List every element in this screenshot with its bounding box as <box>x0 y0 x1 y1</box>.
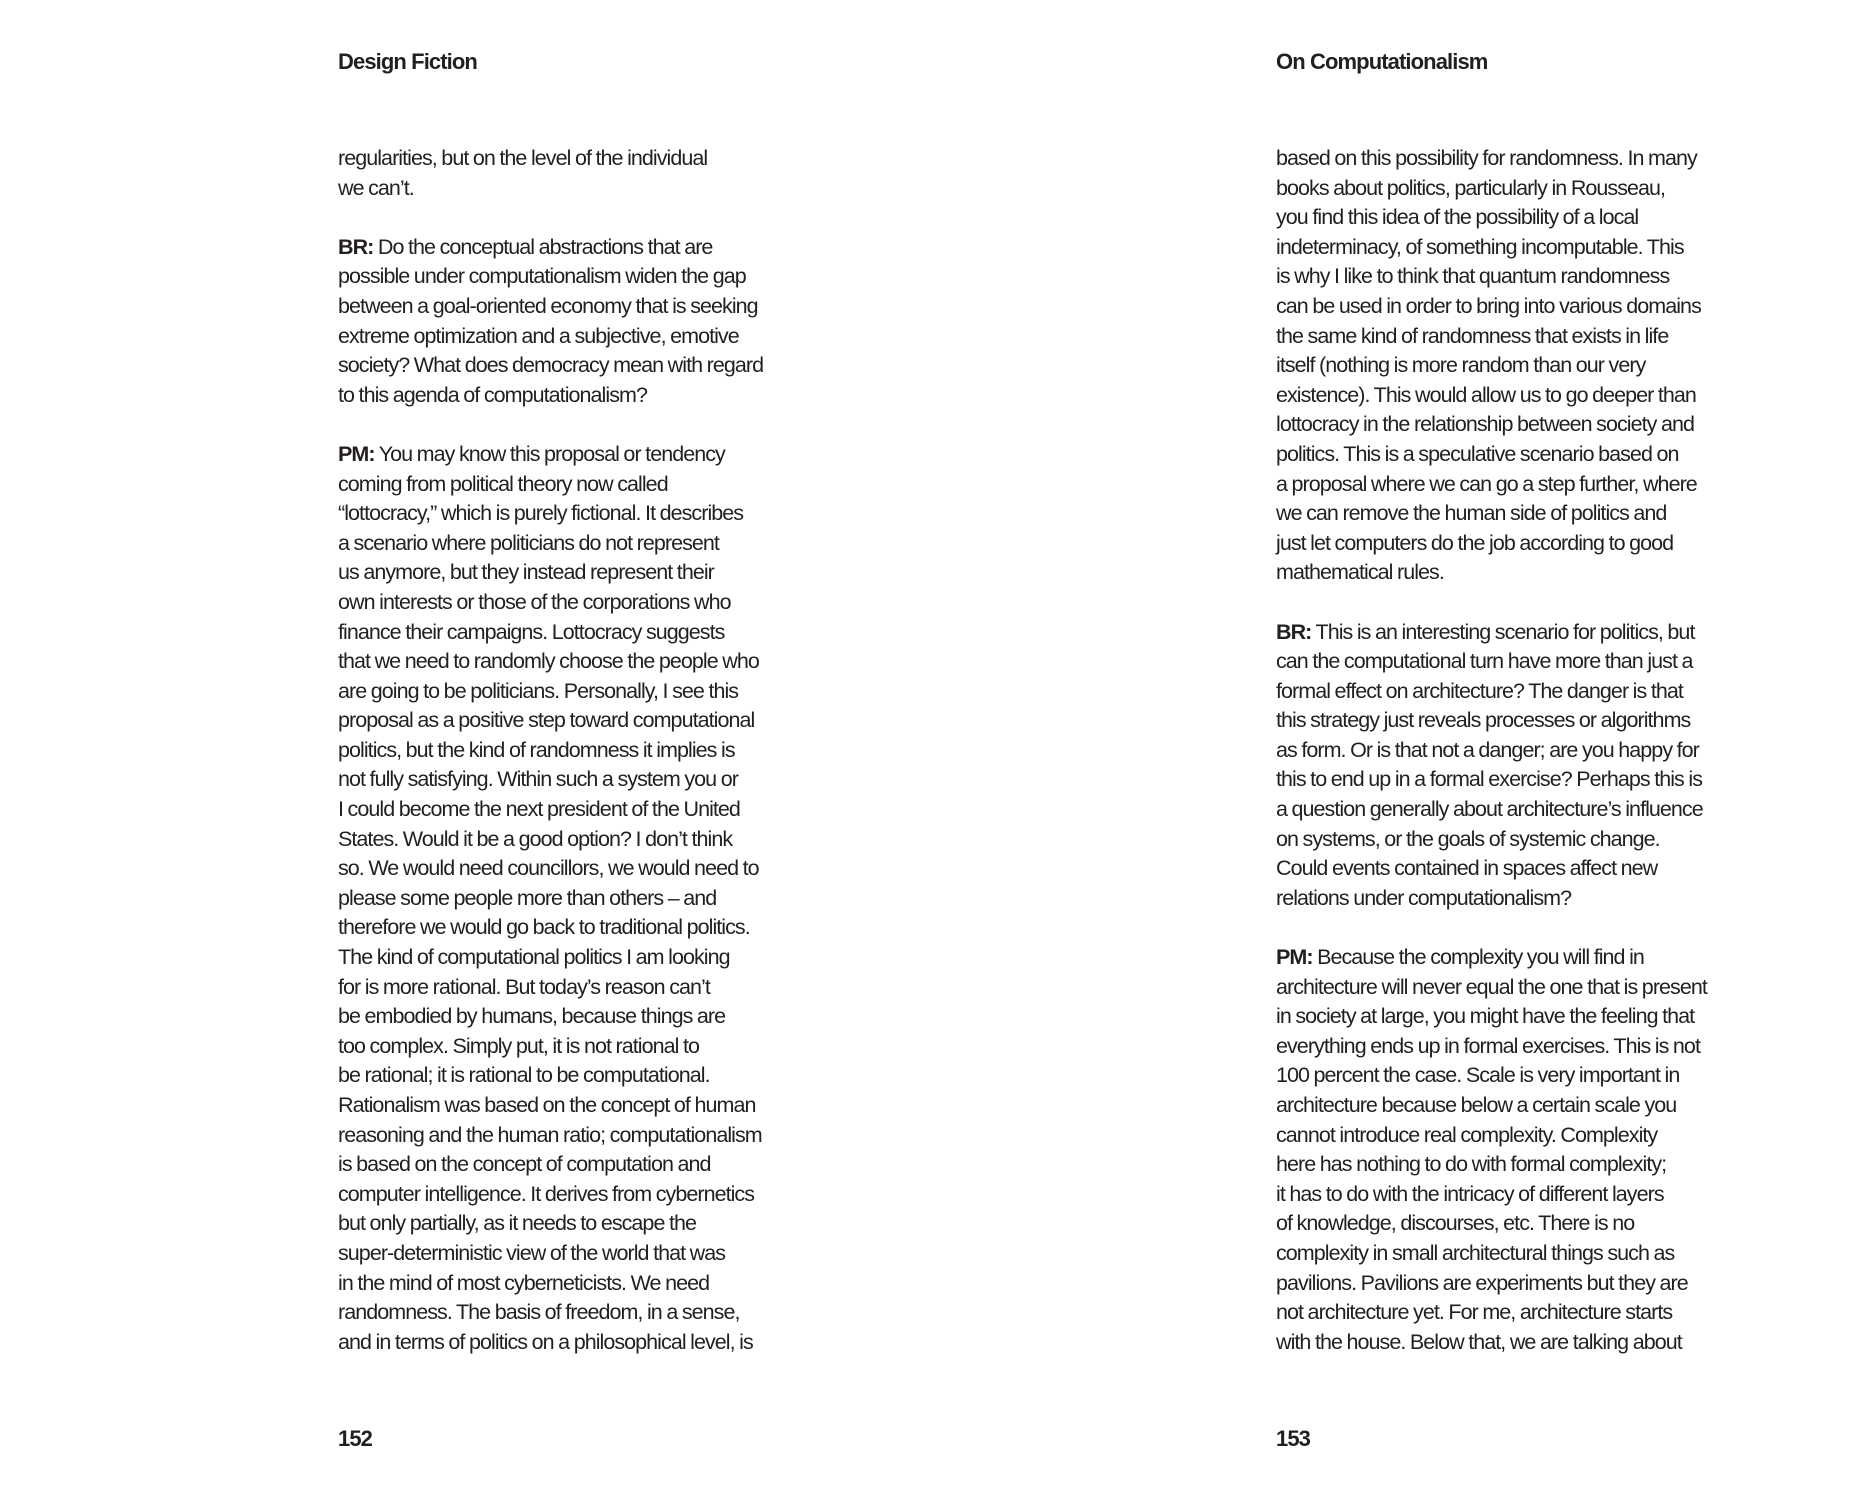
text-line <box>1276 825 1836 855</box>
text-line <box>1276 529 1836 559</box>
text-line <box>1276 1121 1836 1151</box>
text-line <box>1276 1180 1836 1210</box>
line-text: I could become the next president of the United <box>338 797 740 822</box>
line-text: reasoning and the human ratio; computationalism <box>338 1122 762 1147</box>
line-text: just let computers do the job according to good <box>1276 530 1674 555</box>
line-text: proposal as a positive step toward computational <box>338 708 755 733</box>
line-text: randomness. The basis of freedom, in a sense, <box>338 1300 740 1325</box>
speaker-label: BR: <box>338 234 374 259</box>
line-text: a proposal where we can go a step further, where <box>1276 471 1697 496</box>
text-line <box>1276 558 1836 588</box>
line-text: that we need to randomly choose the people who <box>338 649 759 674</box>
line-text: to this agenda of computationalism? <box>338 382 647 407</box>
line-text: be embodied by humans, because things are <box>338 1004 726 1029</box>
line-text: books about politics, particularly in Rousseau, <box>1276 175 1666 200</box>
text-line <box>338 440 858 470</box>
text-line <box>338 1328 858 1358</box>
line-text: politics, but the kind of randomness it implies is <box>338 737 735 762</box>
text-line <box>338 913 858 943</box>
text-line <box>1276 1032 1836 1062</box>
text-line <box>338 381 858 411</box>
text-line <box>338 1209 858 1239</box>
line-text: existence). This would allow us to go deeper than <box>1276 382 1696 407</box>
text-line <box>338 1150 858 1180</box>
text-line <box>1276 795 1836 825</box>
text-line <box>338 647 858 677</box>
text-line <box>338 529 858 559</box>
line-text: can the computational turn have more than just a <box>1276 649 1693 674</box>
running-head: Design Fiction <box>338 49 477 74</box>
text-line <box>338 736 858 766</box>
paragraph-gap <box>338 203 858 233</box>
line-text: not fully satisfying. Within such a system you or <box>338 767 738 792</box>
text-line <box>1276 1328 1836 1358</box>
line-text: States. Would it be a good option? I don’t think <box>338 826 733 851</box>
speaker-label: PM: <box>338 441 375 466</box>
text-line <box>338 973 858 1003</box>
line-text: of knowledge, discourses, etc. There is no <box>1276 1211 1635 1236</box>
line-text: architecture will never equal the one that is present <box>1276 974 1707 999</box>
body-text <box>338 144 858 1357</box>
line-text: regularities, but on the level of the individual <box>338 146 708 170</box>
text-line <box>1276 203 1836 233</box>
line-text: are going to be politicians. Personally, I see this <box>338 678 739 703</box>
paragraph-gap <box>1276 588 1836 618</box>
line-text: so. We would need councillors, we would need to <box>338 856 759 881</box>
line-text: be rational; it is rational to be computational. <box>338 1063 710 1088</box>
line-text: itself (nothing is more random than our very <box>1276 353 1646 378</box>
line-text: mathematical rules. <box>1276 560 1444 585</box>
line-text: lottocracy in the relationship between society and <box>1276 412 1694 437</box>
paragraph-gap <box>1276 913 1836 943</box>
text-line <box>338 292 858 322</box>
line-text: relations under computationalism? <box>1276 885 1572 910</box>
text-line <box>338 470 858 500</box>
line-text: us anymore, but they instead represent their <box>338 560 714 585</box>
text-line <box>338 677 858 707</box>
speaker-label: PM: <box>1276 945 1313 970</box>
text-line <box>338 588 858 618</box>
text-line <box>338 1180 858 1210</box>
text-line <box>338 499 858 529</box>
line-text: we can remove the human side of politics and <box>1276 501 1667 526</box>
text-line <box>338 322 858 352</box>
text-line <box>1276 706 1836 736</box>
right-page <box>937 0 1875 1500</box>
text-line <box>1276 1298 1836 1328</box>
line-text: “lottocracy,” which is purely fictional. It describes <box>338 501 744 526</box>
text-line <box>1276 854 1836 884</box>
line-text: formal effect on architecture? The danger is that <box>1276 678 1683 703</box>
text-line <box>338 558 858 588</box>
line-text: society? What does democracy mean with regard <box>338 353 764 378</box>
text-line <box>1276 1269 1836 1299</box>
text-line <box>1276 144 1836 174</box>
page-number: 153 <box>1276 1426 1311 1451</box>
text-line <box>338 618 858 648</box>
text-line <box>338 233 858 263</box>
text-line <box>338 174 858 204</box>
line-text: this strategy just reveals processes or algorithms <box>1276 708 1691 733</box>
line-text: extreme optimization and a subjective, emotive <box>338 323 739 348</box>
line-text: can be used in order to bring into various domains <box>1276 293 1701 318</box>
line-text: based on this possibility for randomness. In many <box>1276 146 1697 170</box>
line-text: own interests or those of the corporations who <box>338 589 731 614</box>
line-text: The kind of computational politics I am looking <box>338 945 730 970</box>
line-text: architecture because below a certain scale you <box>1276 1093 1677 1117</box>
text-line <box>1276 470 1836 500</box>
line-text: is based on the concept of computation and <box>338 1152 711 1177</box>
text-line <box>338 706 858 736</box>
line-text: too complex. Simply put, it is not rational to <box>338 1033 699 1058</box>
line-text: this to end up in a formal exercise? Perhaps this is <box>1276 767 1703 792</box>
text-line <box>1276 1002 1836 1032</box>
text-line <box>338 765 858 795</box>
line-text: Rationalism was based on the concept of human <box>338 1093 756 1117</box>
text-line <box>338 1269 858 1299</box>
text-line <box>1276 1209 1836 1239</box>
line-text: on systems, or the goals of systemic change. <box>1276 826 1660 851</box>
text-line <box>338 1239 858 1269</box>
text-line <box>1276 736 1836 766</box>
line-text: in society at large, you might have the feeling that <box>1276 1004 1695 1029</box>
line-text: pavilions. Pavilions are experiments but they are <box>1276 1270 1688 1295</box>
text-line <box>1276 1239 1836 1269</box>
line-text: in the mind of most cyberneticists. We need <box>338 1270 710 1295</box>
line-text: with the house. Below that, we are talking about <box>1276 1329 1682 1354</box>
line-text: is why I like to think that quantum randomness <box>1276 264 1670 289</box>
line-text: as form. Or is that not a danger; are you happy for <box>1276 737 1699 762</box>
line-text: therefore we would go back to traditional politics. <box>338 915 750 940</box>
text-line <box>338 1061 858 1091</box>
line-text: cannot introduce real complexity. Complexity <box>1276 1122 1658 1147</box>
line-text: Do the conceptual abstractions that are <box>373 234 713 259</box>
text-line <box>1276 943 1836 973</box>
speaker-label: BR: <box>1276 619 1312 644</box>
line-text: not architecture yet. For me, architecture starts <box>1276 1300 1673 1325</box>
line-text: complexity in small architectural things such as <box>1276 1240 1675 1265</box>
line-text: a scenario where politicians do not represent <box>338 530 719 555</box>
line-text: coming from political theory now called <box>338 471 668 496</box>
text-line <box>1276 765 1836 795</box>
text-line <box>1276 381 1836 411</box>
text-line <box>338 884 858 914</box>
text-line <box>1276 174 1836 204</box>
text-line <box>1276 1061 1836 1091</box>
line-text: finance their campaigns. Lottocracy suggests <box>338 619 725 644</box>
text-line <box>1276 884 1836 914</box>
line-text: politics. This is a speculative scenario based on <box>1276 441 1679 466</box>
line-text: possible under computationalism widen the gap <box>338 264 746 289</box>
text-line <box>338 1121 858 1151</box>
text-line <box>338 1032 858 1062</box>
text-line <box>1276 973 1836 1003</box>
text-line <box>1276 233 1836 263</box>
text-line <box>1276 677 1836 707</box>
line-text: between a goal-oriented economy that is seeking <box>338 293 758 318</box>
line-text: it has to do with the intricacy of different layers <box>1276 1181 1664 1206</box>
line-text: here has nothing to do with formal complexity; <box>1276 1152 1667 1177</box>
text-line <box>338 795 858 825</box>
line-text: and in terms of politics on a philosophical level, is <box>338 1329 753 1354</box>
text-line <box>1276 292 1836 322</box>
paragraph-gap <box>338 410 858 440</box>
line-text: everything ends up in formal exercises. This is not <box>1276 1033 1700 1058</box>
line-text: please some people more than others – and <box>338 885 717 910</box>
left-page <box>0 0 937 1500</box>
line-text: a question generally about architecture’s influence <box>1276 797 1703 822</box>
text-line <box>338 854 858 884</box>
line-text: 100 percent the case. Scale is very important in <box>1276 1063 1680 1088</box>
text-line <box>1276 351 1836 381</box>
text-line <box>1276 322 1836 352</box>
text-line <box>338 144 858 174</box>
line-text: indeterminacy, of something incomputable. This <box>1276 234 1684 259</box>
text-line <box>338 1298 858 1328</box>
line-text: Could events contained in spaces affect new <box>1276 856 1658 881</box>
line-text: we can’t. <box>338 175 414 200</box>
text-line <box>338 943 858 973</box>
text-line <box>338 1091 858 1121</box>
text-line <box>1276 262 1836 292</box>
running-head: On Computationalism <box>1276 49 1488 74</box>
page-number: 152 <box>338 1426 373 1451</box>
text-line <box>338 351 858 381</box>
text-line <box>1276 440 1836 470</box>
text-line <box>1276 410 1836 440</box>
line-text: the same kind of randomness that exists in life <box>1276 323 1669 348</box>
text-line <box>1276 1150 1836 1180</box>
text-line <box>338 262 858 292</box>
text-line <box>338 825 858 855</box>
line-text: you find this idea of the possibility of a local <box>1276 205 1639 230</box>
line-text: for is more rational. But today’s reason can’t <box>338 974 710 999</box>
line-text: computer intelligence. It derives from cybernetics <box>338 1181 755 1206</box>
text-line <box>1276 1091 1836 1121</box>
body-text <box>1276 144 1836 1357</box>
line-text: super-deterministic view of the world that was <box>338 1240 726 1265</box>
line-text: This is an interesting scenario for politics, but <box>1311 619 1695 644</box>
text-line <box>1276 647 1836 677</box>
text-line <box>1276 618 1836 648</box>
line-text: Because the complexity you will find in <box>1312 945 1644 970</box>
text-line <box>338 1002 858 1032</box>
line-text: You may know this proposal or tendency <box>374 441 725 466</box>
line-text: but only partially, as it needs to escape the <box>338 1211 697 1236</box>
text-line <box>1276 499 1836 529</box>
